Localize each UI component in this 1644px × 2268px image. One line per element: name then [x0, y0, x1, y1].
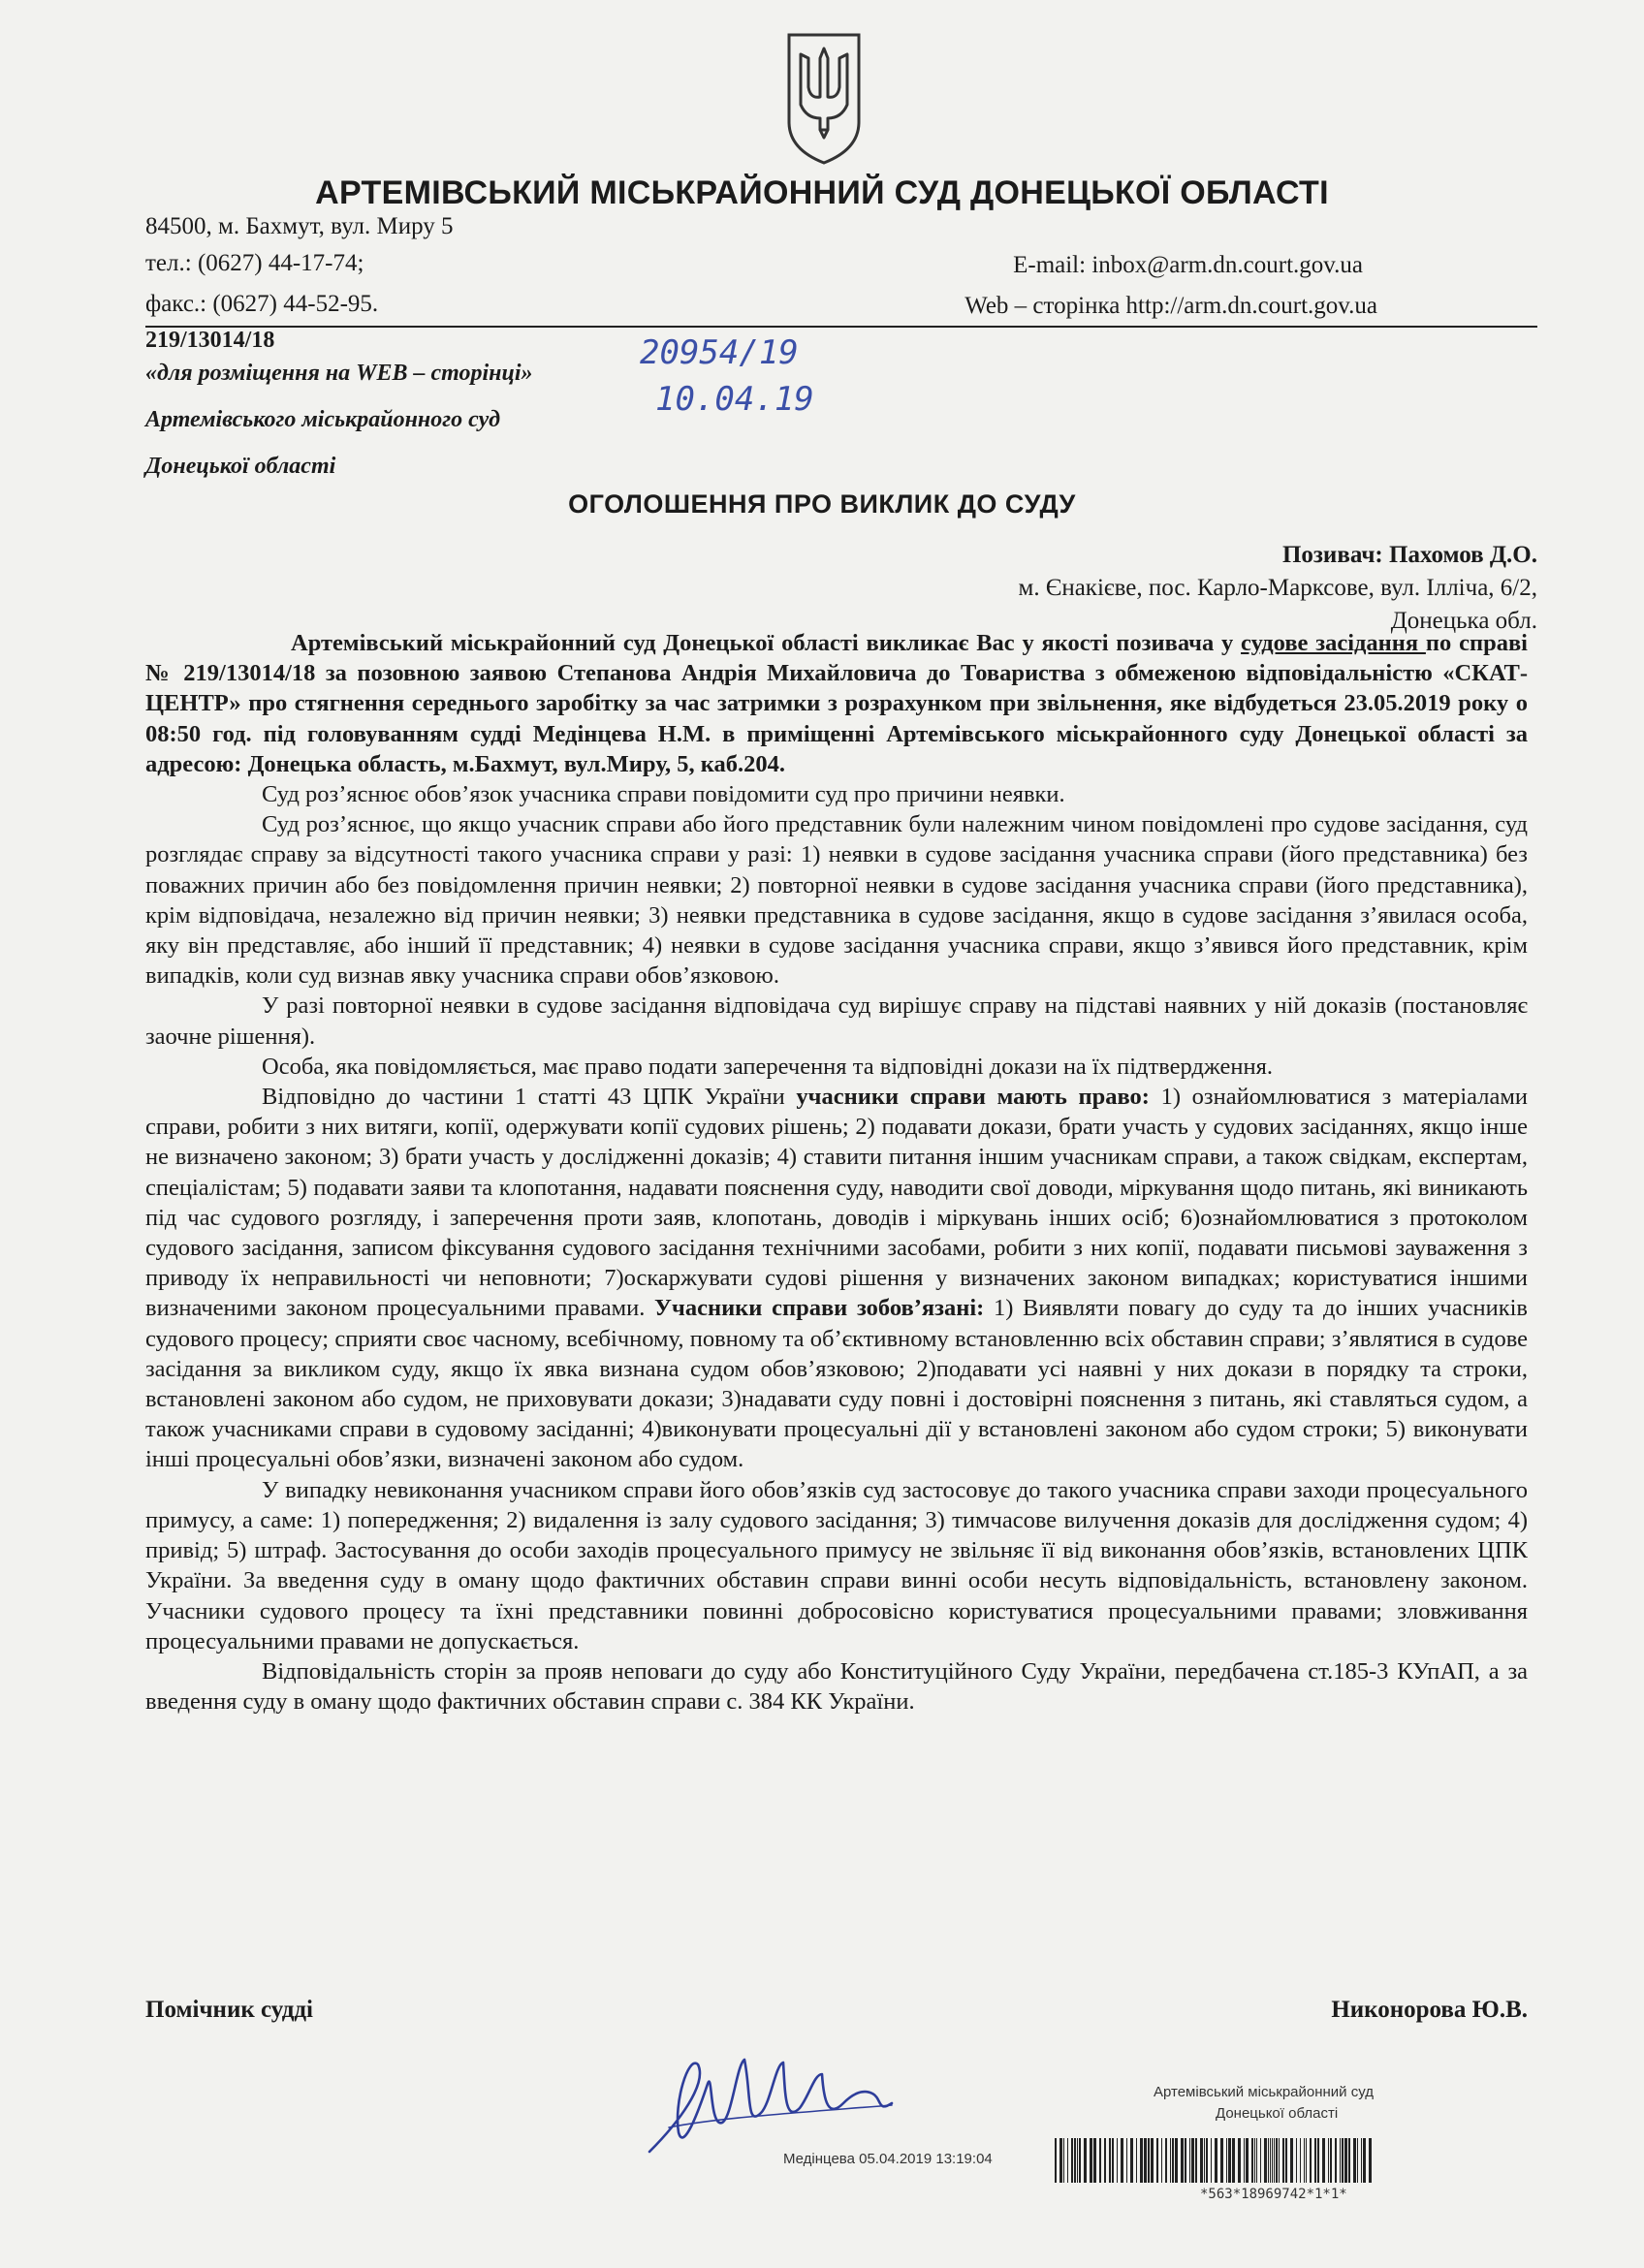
barcode-bar — [1084, 2138, 1087, 2183]
barcode-bar — [1211, 2138, 1212, 2183]
barcode-bar — [1369, 2138, 1372, 2183]
signer-role: Помічник судді — [145, 1997, 313, 2023]
barcode-bar — [1130, 2138, 1133, 2183]
paragraph-summons: Артемівський міськрайонний суд Донецької області викликає Вас у якості позивача у судове засідання по справі № 219/13014/18 за позовною заявою Степанова Андрія Михайловича до Товариства з обмеженою відповідальністю «СКАТ-ЦЕНТР» про стягнення середнього заробітку за час затримки з розрахунком при звільнення, яке відбудеться 23.05.2019 року о 08:50 год. під головуванням судді Медінцева Н.М. в приміщенні Артемівського міськрайонного суду Донецької області за адресою: Донецька область, м.Бахмут, вул.Миру, 5, каб.204. — [145, 630, 1528, 777]
paragraph-liability: Відповідальність сторін за прояв неповаги до суду або Конституційного Суду України, передбачена ст.185-3 КУпАП, а за введення суду в оману щодо фактичних обставин справи с. 384 КК України. — [145, 1657, 1528, 1716]
barcode-text: *563*18969742*1*1* — [1200, 2187, 1347, 2202]
barcode-bar — [1342, 2138, 1344, 2183]
barcode-bar — [1220, 2138, 1223, 2183]
paragraph-coercion: У випадку невиконання учасником справи його обов’язків суд застосовує до такого учасника справи заходи процесуального примусу, а саме: 1) попередження; 2) видалення із залу судового засідання; 3) тимчасове вилучення доказів для дослідження судом; 4) привід; 5) штраф. Застосування до особи заходів процесуального примусу не звільняє її від виконання обов’язків, встановлених ЦПК України. За введення суду в оману щодо фактичних обставин справи винні особи несуть відповідальність, встановлену законом. Учасники судового процесу та їхні представники повинні добросовісно користуватися процесуальними правами; зловживання процесуальними правами не допускається. — [145, 1476, 1528, 1654]
header-divider — [145, 326, 1537, 328]
barcode-bar — [1264, 2138, 1267, 2183]
paragraph-objection-right: Особа, яка повідомляється, має право подати заперечення та відповідні докази на їх підтвердження. — [262, 1053, 1273, 1080]
barcode-bar — [1136, 2138, 1137, 2183]
barcode-bar — [1090, 2138, 1092, 2183]
barcode-bar — [1140, 2138, 1143, 2183]
court-name: АРТЕМІВСЬКИЙ МІСЬКРАЙОННИЙ СУД ДОНЕЦЬКОЇ ОБЛАСТІ — [315, 174, 1329, 211]
handwritten-reg-number: 20954/19 — [640, 333, 799, 372]
barcode-bar — [1361, 2138, 1362, 2183]
notice-title: ОГОЛОШЕННЯ ПРО ВИКЛИК ДО СУДУ — [568, 489, 1076, 519]
handwritten-date: 10.04.19 — [655, 380, 814, 419]
stamp-court-line-1: Артемівський міськрайонний суд — [1154, 2084, 1374, 2100]
plaintiff-block — [1019, 539, 1538, 638]
barcode-bar — [1314, 2138, 1316, 2183]
barcode-bar — [1363, 2138, 1366, 2183]
barcode-bar — [1099, 2138, 1101, 2183]
stamp-court-line-2: Донецької області — [1216, 2105, 1339, 2122]
barcode-bar — [1276, 2138, 1278, 2183]
barcode-bar — [1104, 2138, 1106, 2183]
notice-body — [145, 628, 1528, 1717]
barcode-bar — [1148, 2138, 1150, 2183]
barcode-bar — [1121, 2138, 1123, 2183]
paragraph-rights-duties: Відповідно до частини 1 статті 43 ЦПК України учасники справи мають право: 1) ознайомлюватися з матеріалами справи, робити з них витяги, копії, одержувати копії судових рішень; 2) подавати докази, брати участь у судових засіданнях, якщо інше не визначено законом; 3) брати участь у дослідженні доказів; 4) ставити питання іншим учасникам справи, а також свідкам, експертам, спеціалістам; 5) подавати заяви та клопотання, надавати пояснення суду, наводити свої доводи, міркування щодо питань, які виникають під час судового розгляду, і заперечення проти заяв, клопотань, доводів і міркувань інших осіб; 6)ознайомлюватися з протоколом судового засідання, записом фіксування судового засідання технічними засобами, робити з них копії, подавати письмові зауваження з приводу їх неправильності чи неповноти; 7)оскаржувати судові рішення у визначених законом випадках; користуватися іншими визначеними законом процесуальними правами. Учасники справи зобов’язані: 1) Виявляти повагу до суду та до інших учасників судового процесу; сприяти своє часному, всебічному, повному та об’єктивному встановленню всіх обставин справи; з’являтися в судове засідання за викликом суду, якщо їх явка визнана судом обов’язковою; 2)подавати усі наявні у них докази в порядку та строки, встановлені законом або судом, не приховувати докази; 3)надавати суду повні і достовірні пояснення з питань, які ставляться судом, а також учасниками справи в судовому засіданні; 4)виконувати процесуальні дії у встановлені законом або судом строки; 5) виконувати інші процесуальні обов’язки, визначені законом або судом. — [145, 1084, 1529, 1473]
barcode-bar — [1112, 2138, 1114, 2183]
barcode-bar — [1175, 2138, 1178, 2183]
court-line-2: Донецької області — [145, 454, 336, 479]
plaintiff-address-1: м. Єнакієве, пос. Карло-Марксове, вул. Ілліча, 6/2, — [1018, 575, 1537, 601]
barcode-bar — [1335, 2138, 1337, 2183]
plaintiff-name: Позивач: Пахомов Д.О. — [1281, 542, 1537, 568]
barcode-bar — [1074, 2138, 1076, 2183]
barcode-bar — [1254, 2138, 1255, 2183]
handwritten-signature — [640, 2035, 911, 2161]
case-number: 219/13014/18 — [145, 328, 275, 353]
barcode-bar — [1260, 2138, 1261, 2183]
barcode-bar — [1306, 2138, 1307, 2183]
barcode-bar — [1344, 2138, 1347, 2183]
barcode-bar — [1340, 2138, 1341, 2183]
barcode-bar — [1117, 2138, 1118, 2183]
court-line-1: Артемівського міськрайонного суд — [145, 407, 501, 432]
barcode-bar — [1270, 2138, 1271, 2183]
barcode-bar — [1059, 2138, 1062, 2183]
barcode-bar — [1144, 2138, 1147, 2183]
paragraph-absence-duty: Суд роз’яснює обов’язок учасника справи повідомити суд про причини неявки. — [262, 781, 1065, 808]
barcode-bar — [1304, 2138, 1305, 2183]
barcode-bar — [1170, 2138, 1171, 2183]
barcode-bar — [1228, 2138, 1231, 2183]
court-address: 84500, м. Бахмут, вул. Миру 5 — [145, 213, 454, 239]
barcode-bar — [1232, 2138, 1235, 2183]
barcode-bar — [1165, 2138, 1167, 2183]
court-website: Web – сторінка http://arm.dn.court.gov.ua — [964, 293, 1377, 319]
barcode-bar — [1156, 2138, 1158, 2183]
barcode-bar — [1256, 2138, 1257, 2183]
barcode-bar — [1215, 2138, 1217, 2183]
court-email: E-mail: inbox@arm.dn.court.gov.ua — [1013, 252, 1363, 278]
barcode-bar — [1285, 2138, 1287, 2183]
barcode-bar — [1300, 2138, 1301, 2183]
court-phone: тел.: (0627) 44-17-74; — [145, 250, 364, 276]
barcode-bar — [1189, 2138, 1190, 2183]
barcode-bar — [1268, 2138, 1269, 2183]
barcode-bar — [1067, 2138, 1068, 2183]
barcode-bar — [1244, 2138, 1245, 2183]
barcode-bar — [1357, 2138, 1358, 2183]
barcode-bar — [1195, 2138, 1197, 2183]
paragraph-absence-consequences: Суд роз’яснює, що якщо учасник справи або його представник були належним чином повідомлені про судове засідання, суд розглядає справу за відсутності такого учасника справи у разі: 1) неявки в судове засідання учасника справи (його представника) без поважних причин або без повідомлення причин неявки; 2) повторної неявки в судове засідання учасника справи (його представника), крім відповідача, незалежно від причин неявки; 3) неявки представника в судове засідання, якщо в судове засідання з’явилася особа, яку він представляє, або інший її представник; 4) неявки в судове засідання учасника справи, якщо з’явився його представник, крім випадків, коли суд визнав явку учасника справи обов’язковою. — [145, 811, 1528, 990]
court-fax: факс.: (0627) 44-52-95. — [145, 291, 379, 317]
barcode-bar — [1093, 2138, 1096, 2183]
barcode-bar — [1238, 2138, 1241, 2183]
barcode-bar — [1109, 2138, 1111, 2183]
barcode-bar — [1246, 2138, 1249, 2183]
barcode-bar — [1063, 2138, 1064, 2183]
barcode-bar — [1290, 2138, 1293, 2183]
barcode-bar — [1272, 2138, 1273, 2183]
barcode-bar — [1204, 2138, 1205, 2183]
barcode-bar — [1161, 2138, 1162, 2183]
barcode-bar — [1126, 2138, 1127, 2183]
barcode-bar — [1071, 2138, 1073, 2183]
barcode-bar — [1282, 2138, 1284, 2183]
barcode-bar — [1328, 2138, 1329, 2183]
barcode-bar — [1206, 2138, 1208, 2183]
barcode-bar — [1151, 2138, 1154, 2183]
web-placement-note: «для розміщення на WEB – сторінці» — [145, 361, 533, 386]
barcode-bar — [1200, 2138, 1203, 2183]
barcode-bar — [1353, 2138, 1356, 2183]
barcode-bar — [1185, 2138, 1186, 2183]
barcode-bar — [1322, 2138, 1325, 2183]
barcode-bar — [1296, 2138, 1297, 2183]
barcode-bar — [1172, 2138, 1174, 2183]
barcode-bar — [1055, 2138, 1057, 2183]
barcode-bar — [1181, 2138, 1184, 2183]
barcode-bar — [1310, 2138, 1312, 2183]
signer-name: Никонорова Ю.В. — [1331, 1997, 1528, 2023]
stamp-registration-line: Медінцева 05.04.2019 13:19:04 — [783, 2151, 993, 2167]
barcode-bar — [1317, 2138, 1319, 2183]
coat-of-arms-icon — [783, 29, 865, 167]
paragraph-repeat-absence: У разі повторної неявки в судове засідання відповідача суд вирішує справу на підставі наявних у ній доказів (постановляє заочне рішення). — [145, 992, 1528, 1050]
barcode-bar — [1330, 2138, 1332, 2183]
barcode-bar — [1226, 2138, 1227, 2183]
barcode-bar — [1077, 2138, 1078, 2183]
registration-barcode — [1055, 2138, 1375, 2183]
barcode-bar — [1279, 2138, 1280, 2183]
barcode-bar — [1079, 2138, 1081, 2183]
barcode-bar — [1348, 2138, 1350, 2183]
barcode-bar — [1191, 2138, 1194, 2183]
barcode-bar — [1274, 2138, 1275, 2183]
barcode-bar — [1251, 2138, 1253, 2183]
plaintiff-address-2: Донецька обл. — [1390, 608, 1537, 634]
